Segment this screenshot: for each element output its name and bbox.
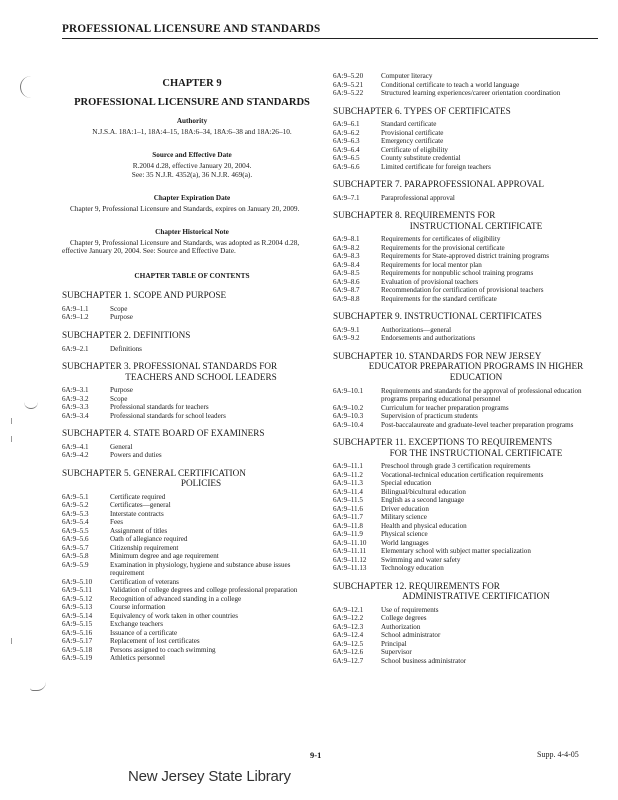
continued-item-list [333,72,601,98]
toc-entry [333,278,601,287]
section-title: Vocational-technical education certification requirements [381,470,544,479]
section-title: English as a second language [381,496,465,505]
section-number: 6A:9–12.7 [333,656,364,665]
toc-entry [333,72,601,81]
page-number: 9-1 [310,750,322,760]
toc-entry [333,244,601,253]
expiration-text: Chapter 9, Professional Licensure and Standards, expires on January 20, 2009. [70,203,300,213]
subchapter-heading [333,106,601,117]
section-title: Conditional certificate to teach a world language [381,80,520,89]
margin-mark [24,396,38,409]
section-number: 6A:9–4.1 [62,442,89,451]
section-number: 6A:9–8.6 [333,277,360,286]
section-title: Authorizations—general [381,325,452,334]
section-number: 6A:9–5.20 [333,72,364,80]
subchapter-heading-text: SUBCHAPTER 10. STANDARDS FOR NEW JERSEY [333,350,542,361]
toc-entry [333,194,601,203]
supplement-date: Supp. 4-4-05 [537,750,579,759]
section-number: 6A:9–6.3 [333,137,360,146]
section-number: 6A:9–6.6 [333,162,360,171]
toc-entry [62,395,322,404]
section-title: Curriculum for teacher preparation programs [381,403,509,412]
section-number: 6A:9–11.13 [333,564,367,573]
chapter-number: CHAPTER 9 [162,78,222,89]
section-title: Provisional certificate [381,128,444,137]
toc-entry [62,637,322,646]
section-title: Requirements for certificates of eligibility [381,235,501,244]
subchapter-block [333,351,601,429]
subchapter-heading-continuation: ADMINISTRATIVE CERTIFICATION [402,591,550,602]
toc-entry [333,235,601,244]
section-title: Purpose [110,386,133,395]
toc-entry [333,261,601,270]
section-number: 6A:9–3.2 [62,394,89,403]
section-number: 6A:9–4.2 [62,451,89,460]
section-title: Elementary school with subject matter specialization [381,547,531,556]
running-header [62,16,598,39]
toc-entry [333,146,601,155]
subchapter-heading [62,361,322,382]
subchapter-heading [62,468,322,489]
subchapter-block [62,330,322,353]
section-number: 6A:9–3.3 [62,403,89,412]
toc-entry [62,612,322,621]
section-number: 6A:9–5.17 [62,637,93,646]
subchapter-heading-continuation: EDUCATOR PREPARATION PROGRAMS IN HIGHER EDUCATION [368,361,584,383]
section-title: Certification of veterans [110,577,179,586]
section-title: Oath of allegiance required [110,535,188,544]
subchapter-heading-continuation: TEACHERS AND SCHOOL LEADERS [125,371,277,382]
section-number: 6A:9–6.2 [333,128,360,137]
subchapter-block [62,468,322,663]
section-number: 6A:9–11.2 [333,470,363,479]
toc-entry [333,530,601,539]
section-title: School business administrator [381,656,467,665]
section-number: 6A:9–11.12 [333,555,367,564]
section-number: 6A:9–11.6 [333,504,363,513]
section-number: 6A:9–8.1 [333,235,360,244]
subchapter-heading-text: SUBCHAPTER 3. PROFESSIONAL STANDARDS FOR [62,361,278,371]
section-number: 6A:9–5.1 [62,492,89,501]
toc-entry [333,120,601,129]
toc-entry [333,513,601,522]
subchapter-heading [333,179,601,190]
section-title: Supervisor [381,648,412,657]
toc-entry [62,629,322,638]
toc-entry [333,154,601,163]
section-number: 6A:9–6.4 [333,145,360,154]
section-title: General [110,442,133,451]
section-number: 6A:9–7.1 [333,193,360,202]
margin-tick [11,436,12,442]
toc-entry [333,387,601,404]
subchapter-heading [333,210,601,231]
section-title: Powers and duties [110,451,162,460]
section-number: 6A:9–11.9 [333,530,363,539]
section-number: 6A:9–5.10 [62,577,93,586]
section-number: 6A:9–5.7 [62,543,89,552]
section-title: Examination in physiology, hygiene and substance abuse issues requirement [110,560,291,578]
section-title: Certificates—general [110,501,171,510]
toc-entry [62,501,322,510]
section-title: Requirements for the standard certificate [381,294,497,303]
subchapter-heading-text: SUBCHAPTER 11. EXCEPTIONS TO REQUIREMENTS [333,437,553,448]
subchapter-heading [62,428,322,439]
section-title: Validation of college degrees and college professional preparation [110,586,298,595]
subchapter-heading-continuation: FOR THE INSTRUCTIONAL CERTIFICATE [389,447,563,458]
section-number: 6A:9–5.6 [62,535,89,544]
toc-entry [62,305,322,314]
toc-entry [333,479,601,488]
subchapter-block [62,361,322,420]
margin-mark [30,682,46,691]
toc-entry [333,614,601,623]
section-title: Definitions [110,344,142,353]
section-number: 6A:9–8.7 [333,286,360,295]
section-title: Requirements and standards for the approval of professional education programs preparing educational personnel [381,386,582,404]
subchapter-heading-text: SUBCHAPTER 12. REQUIREMENTS FOR [333,580,500,591]
subchapter-heading [333,437,601,458]
section-number: 6A:9–5.19 [62,654,93,663]
section-number: 6A:9–9.1 [333,325,360,334]
subchapter-block [62,290,322,322]
section-number: 6A:9–8.4 [333,260,360,269]
toc-entry [333,326,601,335]
subchapter-heading [333,311,601,322]
subchapter-heading-text: SUBCHAPTER 8. REQUIREMENTS FOR [333,210,496,221]
subchapter-heading-text: SUBCHAPTER 7. PARAPROFESSIONAL APPROVAL [333,179,545,190]
section-number: 6A:9–6.1 [333,120,360,129]
section-number: 6A:9–11.1 [333,462,363,471]
section-number: 6A:9–11.3 [333,479,363,488]
subchapter-heading-continuation: INSTRUCTIONAL CERTIFICATE [409,220,543,231]
toc-entry [333,505,601,514]
toc-title: CHAPTER TABLE OF CONTENTS [134,271,250,281]
section-number: 6A:9–11.10 [333,538,367,547]
toc-entry [62,412,322,421]
section-title: Issuance of a certificate [110,628,178,637]
section-number: 6A:9–5.15 [62,620,93,629]
section-number: 6A:9–5.3 [62,509,89,518]
toc-entry [62,646,322,655]
section-title: School administrator [381,631,441,640]
section-title: Course information [110,603,166,612]
section-title: Certificate required [110,492,166,501]
source-line: See: 35 N.J.R. 4352(a), 36 N.J.R. 469(a). [131,169,253,179]
section-number: 6A:9–5.12 [62,594,93,603]
section-title: Swimming and water safety [381,555,461,564]
section-title: Athletics personnel [110,654,165,663]
subchapter-block [62,428,322,460]
section-title: Professional standards for teachers [110,403,209,412]
section-number: 6A:9–9.2 [333,334,360,343]
toc-entry [333,631,601,640]
section-title: Requirements for the provisional certificate [381,243,505,252]
section-title: Military science [381,513,427,522]
toc-entry [333,412,601,421]
subchapter-heading-text: SUBCHAPTER 4. STATE BOARD OF EXAMINERS [62,428,265,439]
section-title: College degrees [381,614,427,623]
authority-heading: Authority [176,117,208,125]
section-title: Certificate of eligibility [381,145,448,154]
section-title: Principal [381,639,407,648]
running-title: PROFESSIONAL LICENSURE AND STANDARDS [62,23,321,35]
section-number: 6A:9–11.11 [333,547,367,556]
toc-entry [333,657,601,666]
right-subchapter-list [333,106,601,666]
toc-entry [62,313,322,322]
toc-entry [333,640,601,649]
toc-entry [333,496,601,505]
section-title: Minimum degree and age requirement [110,552,219,561]
toc-entry [62,561,322,578]
source-heading: Source and Effective Date [152,150,232,159]
section-number: 6A:9–5.22 [333,89,364,97]
section-number: 6A:9–5.11 [62,586,92,595]
section-title: Interstate contracts [110,509,164,518]
section-title: Requirements for nonpublic school training programs [381,269,534,278]
toc-entry [333,421,601,430]
section-number: 6A:9–10.4 [333,420,364,429]
history-heading: Chapter Historical Note [155,227,229,236]
toc-entry [333,471,601,480]
history-text: Chapter 9, Professional Licensure and Standards, was adopted as R.2004 d.28, effective January 20, 2004. See: Source and Effective Date. [62,237,300,256]
section-title: Physical science [381,530,428,539]
section-number: 6A:9–5.18 [62,645,93,654]
section-title: Driver education [381,504,429,513]
toc-entry [62,403,322,412]
section-number: 6A:9–2.1 [62,344,89,353]
section-number: 6A:9–12.3 [333,622,364,631]
subchapter-block [333,311,601,343]
toc-entry [62,386,322,395]
margin-mark [20,76,39,98]
subchapter-heading [333,351,601,383]
section-title: Post-baccalaureate and graduate-level teacher preparation programs [381,420,574,429]
section-number: 6A:9–12.4 [333,631,364,640]
section-number: 6A:9–8.8 [333,294,360,303]
toc-entry [62,544,322,553]
section-title: Requirements for State-approved district training programs [381,252,550,261]
section-number: 6A:9–12.1 [333,605,364,614]
toc-entry [333,648,601,657]
section-title: Limited certificate for foreign teachers [381,162,491,171]
left-subchapter-list [62,290,322,663]
section-title: Citizenship requirement [110,543,179,552]
expiration-heading: Chapter Expiration Date [153,193,231,202]
toc-entry [333,556,601,565]
section-title: Scope [110,394,128,403]
toc-entry [333,564,601,573]
section-number: 6A:9–11.4 [333,487,363,496]
section-number: 6A:9–3.4 [62,411,89,420]
section-title: Recommendation for certification of provisional teachers [381,286,544,295]
section-number: 6A:9–11.5 [333,496,363,505]
subchapter-block [333,179,601,202]
subchapter-heading-text: SUBCHAPTER 5. GENERAL CERTIFICATION [62,467,246,478]
right-column [333,72,601,665]
toc-entry [62,451,322,460]
subchapter-block [333,437,601,573]
toc-entry [62,603,322,612]
section-title: Computer literacy [381,72,433,80]
section-number: 6A:9–3.1 [62,386,89,395]
section-number: 6A:9–1.2 [62,313,89,322]
toc-entry [333,404,601,413]
toc-entry [62,518,322,527]
section-number: 6A:9–5.14 [62,611,93,620]
toc-entry [62,620,322,629]
section-title: Fees [110,518,124,527]
toc-entry [333,522,601,531]
toc-entry [333,252,601,261]
section-title: Requirements for local mentor plan [381,260,482,269]
toc-entry [333,89,601,98]
section-number: 6A:9–1.1 [62,304,89,313]
toc-entry [62,552,322,561]
section-number: 6A:9–5.2 [62,501,89,510]
toc-entry [333,547,601,556]
subchapter-heading-text: SUBCHAPTER 6. TYPES OF CERTIFICATES [333,105,511,116]
section-number: 6A:9–10.3 [333,412,364,421]
toc-entry [333,539,601,548]
toc-entry [62,578,322,587]
section-number: 6A:9–10.1 [333,386,364,395]
toc-entry [333,81,601,90]
section-title: Endorsements and authorizations [381,334,476,343]
section-number: 6A:9–5.5 [62,526,89,535]
subchapter-block [333,210,601,303]
subchapter-heading [62,330,322,341]
section-number: 6A:9–5.9 [62,560,89,569]
subchapter-heading [62,290,322,301]
authority-text: N.J.S.A. 18A:1–1, 18A:4–15, 18A:6–34, 18A:6–38 and 18A:26–10. [92,127,292,136]
subchapter-heading-text: SUBCHAPTER 1. SCOPE AND PURPOSE [62,290,227,301]
section-title: Standard certificate [381,120,437,129]
section-title: Structured learning experiences/career orientation coordination [381,89,561,97]
section-number: 6A:9–11.7 [333,513,363,522]
toc-entry [333,286,601,295]
section-title: Technology education [381,564,444,573]
section-number: 6A:9–10.2 [333,403,364,412]
section-number: 6A:9–8.2 [333,243,360,252]
section-number: 6A:9–8.5 [333,269,360,278]
library-stamp: New Jersey State Library [128,768,291,785]
section-number: 6A:9–5.21 [333,80,364,89]
toc-entry [62,654,322,663]
margin-tick [11,638,12,644]
section-title: Assignment of titles [110,526,168,535]
section-title: Paraprofessional approval [381,193,455,202]
section-number: 6A:9–11.8 [333,521,363,530]
section-title: Evaluation of provisional teachers [381,277,479,286]
section-title: Use of requirements [381,605,439,614]
left-column [62,76,322,663]
section-number: 6A:9–6.5 [333,154,360,163]
section-title: Recognition of advanced standing in a college [110,594,242,603]
toc-entry [62,493,322,502]
toc-entry [333,462,601,471]
toc-entry [333,488,601,497]
section-title: County substitute credential [381,154,461,163]
section-title: Health and physical education [381,521,467,530]
subchapter-heading-text: SUBCHAPTER 2. DEFINITIONS [62,329,191,340]
toc-entry [62,527,322,536]
subchapter-heading [333,581,601,602]
subchapter-heading-continuation: POLICIES [180,478,222,489]
section-number: 6A:9–8.3 [333,252,360,261]
toc-entry [62,443,322,452]
subchapter-block [333,106,601,172]
chapter-title: PROFESSIONAL LICENSURE AND STANDARDS [74,97,310,108]
section-title: Exchange teachers [110,620,163,629]
toc-entry [62,586,322,595]
toc-entry [62,535,322,544]
subchapter-heading-text: SUBCHAPTER 9. INSTRUCTIONAL CERTIFICATES [333,311,542,322]
section-number: 6A:9–5.8 [62,552,89,561]
section-title: Supervision of practicum students [381,412,478,421]
section-title: Purpose [110,313,133,322]
section-title: Scope [110,304,128,313]
section-title: Preschool through grade 3 certification requirements [381,462,531,471]
section-title: Emergency certificate [381,137,444,146]
toc-entry [333,334,601,343]
subchapter-block [333,581,601,666]
toc-entry [333,623,601,632]
toc-entry [333,137,601,146]
toc-entry [333,295,601,304]
section-number: 6A:9–12.6 [333,648,364,657]
section-number: 6A:9–5.16 [62,628,93,637]
toc-entry [333,269,601,278]
toc-entry [333,163,601,172]
margin-tick [11,418,12,424]
section-title: Persons assigned to coach swimming [110,645,216,654]
section-title: World languages [381,538,429,547]
toc-entry [62,345,322,354]
toc-entry [62,595,322,604]
section-number: 6A:9–5.13 [62,603,93,612]
section-title: Special education [381,479,432,488]
section-number: 6A:9–5.4 [62,518,89,527]
toc-entry [62,510,322,519]
section-title: Professional standards for school leaders [110,411,226,420]
section-title: Equivalency of work taken in other countries [110,611,239,620]
section-title: Replacement of lost certificates [110,637,200,646]
toc-entry [333,129,601,138]
section-number: 6A:9–12.5 [333,639,364,648]
toc-entry [333,606,601,615]
section-title: Bilingual/bicultural education [381,487,466,496]
source-line: R.2004 d.28, effective January 20, 2004. [132,160,252,170]
section-number: 6A:9–12.2 [333,614,364,623]
section-title: Authorization [381,622,421,631]
